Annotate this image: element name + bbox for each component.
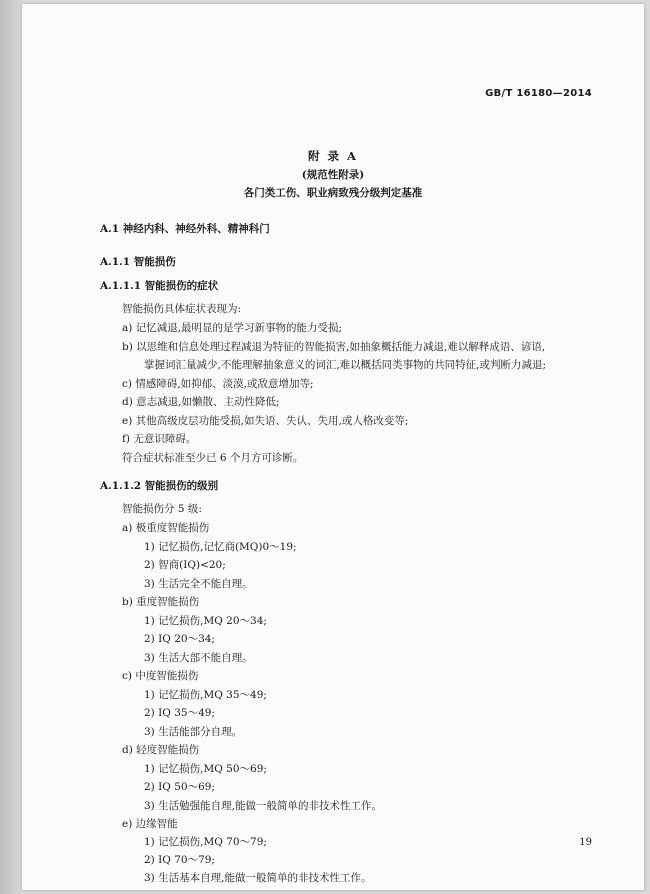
symptom-item: b) 以思维和信息处理过程减退为特征的智能损害,如抽象概括能力减退,难以解释成语、谚语, [122, 341, 546, 353]
symptoms-intro: 智能损伤具体症状表现为: [122, 303, 242, 315]
level-criterion: 2) IQ 70～79; [144, 854, 215, 866]
section-a111-heading: A.1.1.1 智能损伤的症状 [100, 280, 219, 292]
symptom-item: c) 情感障碍,如抑郁、淡漠,或敌意增加等; [122, 378, 314, 390]
symptom-item-continuation: 掌握词汇量减少,不能理解抽象意义的词汇,难以概括同类事物的共同特征,或判断力减退; [144, 359, 547, 371]
level-criterion: 3) 生活大部不能自理。 [144, 652, 253, 664]
section-a11-heading: A.1.1 智能损伤 [100, 256, 176, 268]
level-criterion: 2) IQ 20～34; [144, 633, 215, 645]
document-page [22, 4, 644, 890]
level-criterion: 3) 生活基本自理,能做一般简单的非技术性工作。 [144, 872, 372, 884]
level-criterion: 1) 记忆损伤,MQ 35～49; [144, 689, 267, 701]
level-label: c) 中度智能损伤 [122, 670, 199, 682]
criteria-note: 符合症状标准至少已 6 个月方可诊断。 [122, 452, 304, 464]
level-criterion: 2) IQ 50～69; [144, 781, 215, 793]
level-criterion: 3) 生活勉强能自理,能做一般简单的非技术性工作。 [144, 800, 382, 812]
level-label: a) 极重度智能损伤 [122, 522, 210, 534]
level-criterion: 2) IQ 35～49; [144, 707, 215, 719]
section-a112-heading: A.1.1.2 智能损伤的级别 [100, 480, 219, 492]
level-criterion: 3) 生活完全不能自理。 [144, 578, 253, 590]
scan-edge [0, 0, 22, 894]
standard-number: GB/T 16180—2014 [485, 88, 592, 99]
levels-intro: 智能损伤分 5 级: [122, 503, 202, 515]
level-label: e) 边缘智能 [122, 818, 178, 830]
symptom-item: f) 无意识障碍。 [122, 433, 197, 445]
symptom-item: e) 其他高级皮层功能受损,如失语、失认、失用,或人格改变等; [122, 415, 409, 427]
level-criterion: 2) 智商(IQ)<20; [144, 559, 226, 571]
section-a1-heading: A.1 神经内科、神经外科、精神科门 [100, 223, 270, 235]
appendix-title: 各门类工伤、职业病致残分级判定基准 [243, 187, 423, 199]
level-criterion: 1) 记忆损伤,MQ 20～34; [144, 615, 267, 627]
level-criterion: 1) 记忆损伤,MQ 50～69; [144, 763, 267, 775]
level-criterion: 3) 生活能部分自理。 [144, 726, 243, 738]
level-criterion: 1) 记忆损伤,记忆商(MQ)0～19; [144, 541, 297, 553]
level-criterion: 1) 记忆损伤,MQ 70～79; [144, 836, 267, 848]
symptom-item: a) 记忆减退,最明显的是学习新事物的能力受损; [122, 322, 343, 334]
level-label: d) 轻度智能损伤 [122, 744, 200, 756]
level-label: b) 重度智能损伤 [122, 596, 200, 608]
appendix-type: (规范性附录) [301, 169, 365, 181]
symptom-item: d) 意志减退,如懒散、主动性降低; [122, 396, 280, 408]
page-number: 19 [579, 837, 592, 848]
appendix-label: 附 录 A [308, 149, 358, 163]
